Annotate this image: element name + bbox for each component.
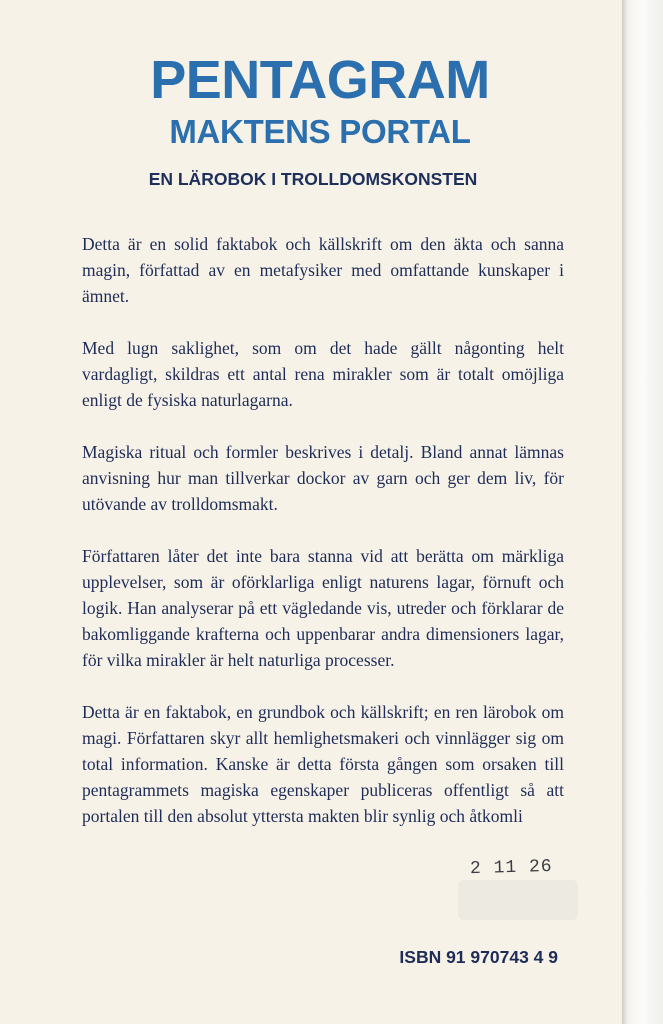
isbn-number: ISBN 91 970743 4 9 bbox=[399, 947, 558, 967]
blurb-paragraph-5: Detta är en faktabok, en grundbok och källskrift; en ren lärobok om magi. Författaren skyr allt hemlighetsmakeri och vinnlägger sig om total information. Kanske är detta första gången som orsaken till pentagrammets magiska egenskaper publiceras offentligt så att portalen till den absolut yttersta makten blir synlig och åtkomli bbox=[82, 702, 564, 826]
blurb-text bbox=[82, 231, 564, 855]
price-stamp: 2 11 26 bbox=[469, 856, 553, 880]
blurb-paragraph-4: Författaren låter det inte bara stanna vid att berätta om märkliga upplevelser, som är oförklarliga enligt naturens lagar, förnuft och logik. Han analyserar på ett vägledande vis, utreder och förklarar de bakomliggande krafterna och uppenbarar andra dimensioners lagar, för vilka mirakler är helt naturliga processer. bbox=[82, 546, 564, 670]
blurb-paragraph-2: Med lugn saklighet, som om det hade gällt någonting helt vardagligt, skildras ett antal rena mirakler som är totalt omöjliga enligt de fysiska naturlagarna. bbox=[82, 338, 564, 410]
book-tagline: EN LÄROBOK I TROLLDOMSKONSTEN bbox=[148, 169, 478, 189]
blurb-paragraph-3: Magiska ritual och formler beskrives i detalj. Bland annat lämnas anvisning hur man tillverkar dockor av garn och ger dem liv, för utövande av trolldomsmakt. bbox=[82, 442, 564, 514]
blurb-paragraph-1: Detta är en solid faktabok och källskrift om den äkta och sanna magin, författad av en metafysiker med omfattande kunskaper i ämnet. bbox=[82, 234, 564, 306]
book-subtitle: MAKTENS PORTAL bbox=[169, 113, 471, 150]
book-title: PENTAGRAM bbox=[150, 50, 490, 110]
price-sticker-residue bbox=[458, 880, 578, 920]
page-edge bbox=[622, 0, 663, 1024]
